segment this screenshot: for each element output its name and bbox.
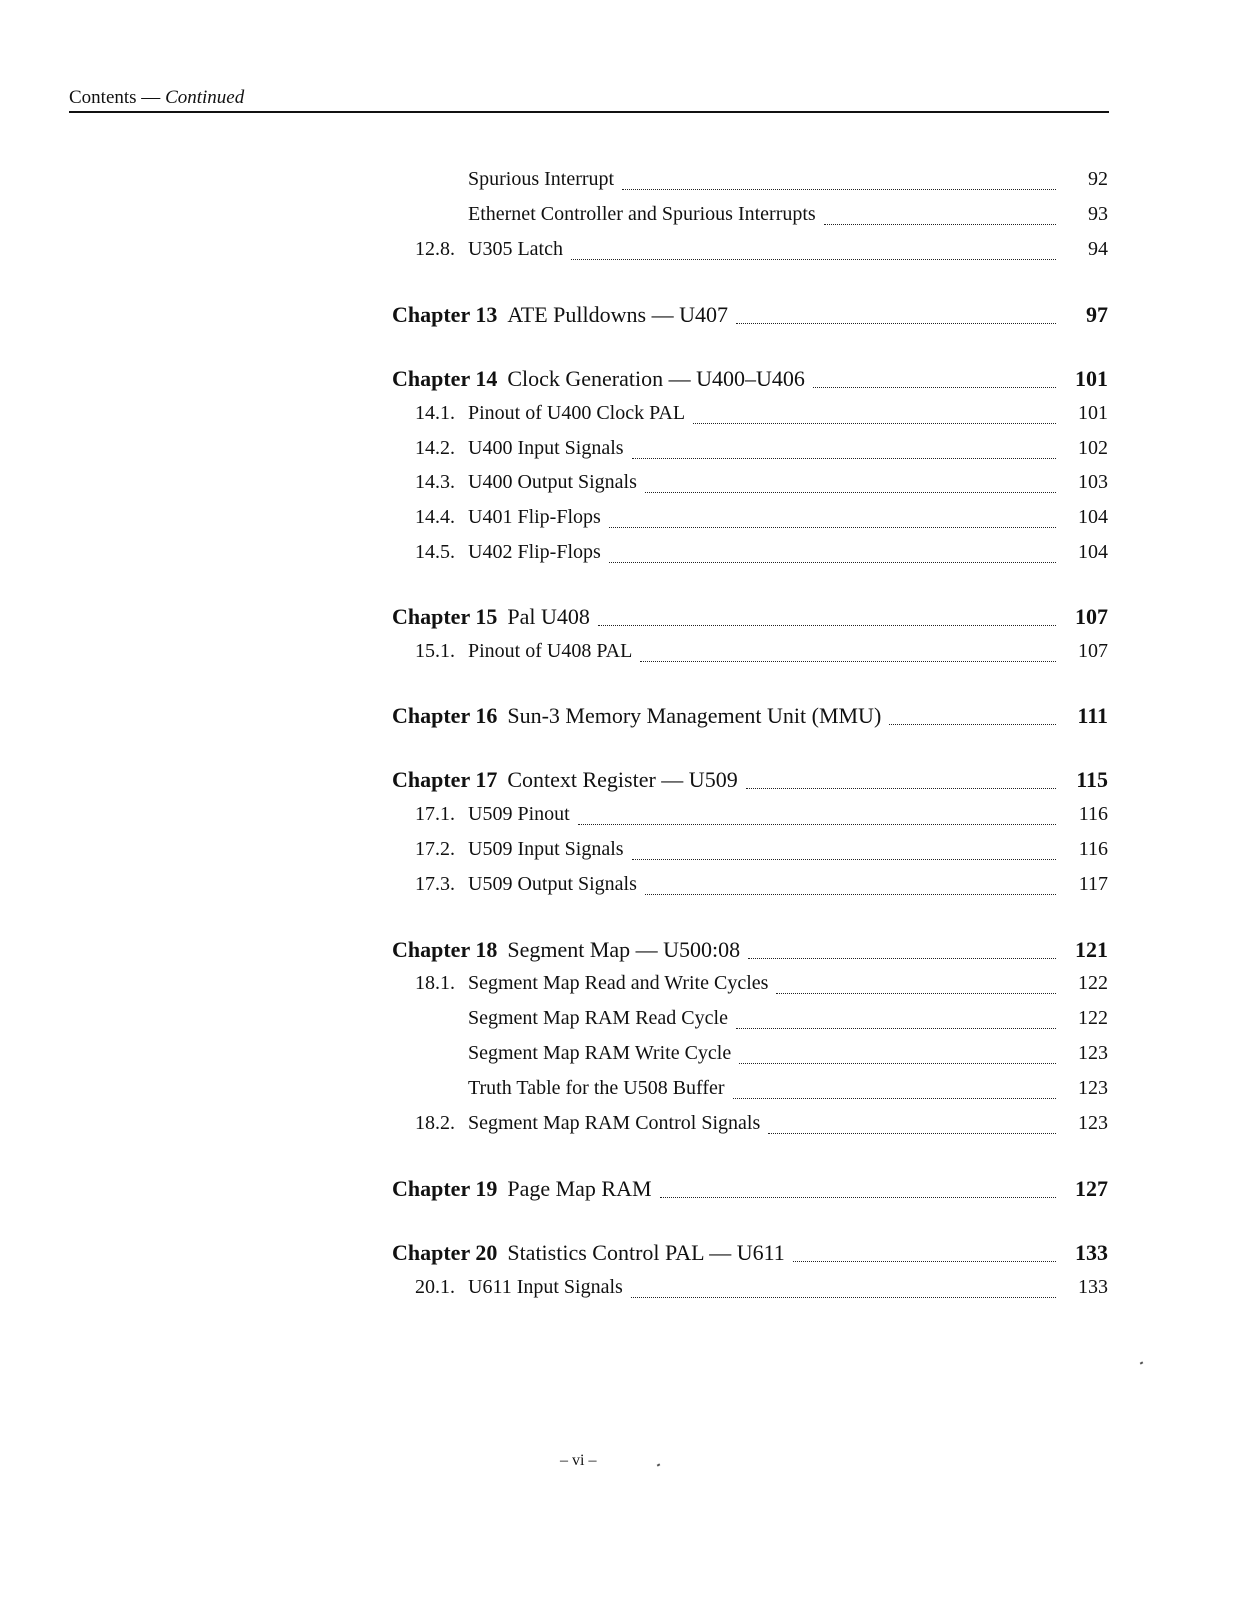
entry-title: U305 Latch	[468, 238, 563, 260]
entry-title: U402 Flip-Flops	[468, 541, 601, 563]
toc-entry	[468, 1077, 1108, 1107]
dot-leader	[776, 992, 1056, 994]
dot-leader	[746, 787, 1056, 789]
dot-leader	[622, 188, 1056, 190]
entry-title: Page Map RAM	[507, 1176, 652, 1201]
toc-entry	[415, 972, 1108, 1002]
page-number-ref: 133	[1078, 1276, 1108, 1298]
chapter-number: Chapter 14	[392, 366, 498, 391]
chapter-number: Chapter 15	[392, 604, 498, 629]
toc-entry	[415, 238, 1108, 268]
page-number-ref: 93	[1088, 203, 1108, 225]
entry-title: Segment Map RAM Write Cycle	[468, 1042, 732, 1064]
toc-entry	[415, 437, 1108, 467]
dot-leader	[660, 1196, 1056, 1198]
page-number-ref: 104	[1078, 506, 1108, 528]
section-number: 12.8.	[415, 238, 455, 260]
page-number-ref: 104	[1078, 541, 1108, 563]
toc-entry	[415, 506, 1108, 536]
page-number-ref: 116	[1078, 803, 1108, 825]
toc-chapter-entry	[392, 302, 1108, 332]
dot-leader	[889, 723, 1056, 725]
chapter-number: Chapter 20	[392, 1240, 498, 1265]
header-prefix: Contents —	[69, 87, 166, 108]
running-header-text	[69, 87, 244, 109]
dot-leader	[736, 1027, 1056, 1029]
chapter-number: Chapter 19	[392, 1176, 498, 1201]
page-number: – vi –	[560, 1452, 597, 1469]
page-number-ref: 117	[1078, 873, 1108, 895]
dot-leader	[748, 957, 1056, 959]
toc-chapter-entry	[392, 1240, 1108, 1270]
entry-title: U401 Flip-Flops	[468, 506, 601, 528]
dot-leader	[693, 422, 1056, 424]
entry-title: U509 Output Signals	[468, 873, 637, 895]
toc-chapter-entry	[392, 1176, 1108, 1206]
toc-entry	[415, 838, 1108, 868]
section-number: 14.4.	[415, 506, 455, 528]
page-number-ref: 115	[1076, 767, 1108, 792]
page-number-ref: 123	[1078, 1077, 1108, 1099]
dot-leader	[813, 386, 1056, 388]
toc-entry	[415, 640, 1108, 670]
chapter-number: Chapter 17	[392, 767, 498, 792]
entry-title: Ethernet Controller and Spurious Interrupts	[468, 203, 816, 225]
dot-leader	[739, 1062, 1056, 1064]
dot-leader	[609, 526, 1056, 528]
entry-title: Sun-3 Memory Management Unit (MMU)	[507, 703, 882, 728]
toc-entry	[415, 1276, 1108, 1306]
entry-title: U400 Input Signals	[468, 437, 624, 459]
page-number-ref: 123	[1078, 1112, 1108, 1134]
dot-leader	[632, 457, 1056, 459]
entry-title: U509 Input Signals	[468, 838, 624, 860]
toc-entry	[415, 471, 1108, 501]
dot-leader	[824, 223, 1056, 225]
toc-chapter-entry	[392, 767, 1108, 797]
page-number-ref: 116	[1078, 838, 1108, 860]
page-number-ref: 92	[1088, 168, 1108, 190]
page-number-ref: 111	[1077, 703, 1108, 728]
dot-leader	[571, 258, 1056, 260]
entry-title: Spurious Interrupt	[468, 168, 615, 190]
section-number: 14.2.	[415, 437, 455, 459]
dot-leader	[645, 893, 1056, 895]
toc-entry	[415, 541, 1108, 571]
entry-title: Pinout of U400 Clock PAL	[468, 402, 686, 424]
page-number-ref: 107	[1078, 640, 1108, 662]
page-number-ref: 94	[1088, 238, 1108, 260]
chapter-number: Chapter 16	[392, 703, 498, 728]
chapter-number: Chapter 18	[392, 937, 498, 962]
page-number-ref: 101	[1078, 402, 1108, 424]
entry-title: Segment Map Read and Write Cycles	[468, 972, 769, 994]
page-number-ref: 133	[1075, 1240, 1108, 1265]
dot-leader	[640, 660, 1056, 662]
section-number: 20.1.	[415, 1276, 455, 1298]
entry-title: Clock Generation — U400–U406	[507, 366, 805, 391]
speck-mark	[657, 1463, 661, 1466]
page-number-ref: 107	[1075, 604, 1108, 629]
entry-title: Segment Map — U500:08	[507, 937, 741, 962]
section-number: 18.2.	[415, 1112, 455, 1134]
dot-leader	[793, 1260, 1056, 1262]
entry-title: U400 Output Signals	[468, 471, 637, 493]
page-number-ref: 123	[1078, 1042, 1108, 1064]
toc-entry	[468, 203, 1108, 233]
header-continued: Continued	[165, 87, 245, 108]
section-number: 17.2.	[415, 838, 455, 860]
page-number-ref: 97	[1086, 302, 1108, 327]
section-number: 18.1.	[415, 972, 455, 994]
toc-entry	[415, 1112, 1108, 1142]
section-number: 14.1.	[415, 402, 455, 424]
dot-leader	[632, 858, 1056, 860]
entry-title: Segment Map RAM Read Cycle	[468, 1007, 728, 1029]
dot-leader	[645, 491, 1056, 493]
entry-title: Pinout of U408 PAL	[468, 640, 633, 662]
section-number: 15.1.	[415, 640, 455, 662]
page-number-ref: 121	[1075, 937, 1108, 962]
entry-title: Pal U408	[507, 604, 590, 629]
dot-leader	[598, 624, 1056, 626]
section-number: 14.5.	[415, 541, 455, 563]
entry-title: U611 Input Signals	[468, 1276, 623, 1298]
entry-title: Statistics Control PAL — U611	[507, 1240, 785, 1265]
toc-entry	[468, 168, 1108, 198]
dot-leader	[609, 561, 1056, 563]
toc-chapter-entry	[392, 937, 1108, 967]
page-number-ref: 127	[1075, 1176, 1108, 1201]
entry-title: U509 Pinout	[468, 803, 570, 825]
dot-leader	[578, 823, 1056, 825]
toc-entry	[415, 402, 1108, 432]
dot-leader	[631, 1296, 1056, 1298]
entry-title: Context Register — U509	[507, 767, 738, 792]
section-number: 17.1.	[415, 803, 455, 825]
page-number-ref: 122	[1078, 1007, 1108, 1029]
toc-entry	[415, 873, 1108, 903]
section-number: 17.3.	[415, 873, 455, 895]
entry-title: Segment Map RAM Control Signals	[468, 1112, 761, 1134]
toc-chapter-entry	[392, 366, 1108, 396]
speck-mark	[1140, 1361, 1144, 1364]
section-number: 14.3.	[415, 471, 455, 493]
toc-entry	[468, 1042, 1108, 1072]
running-header	[69, 85, 1109, 113]
toc-entry	[415, 803, 1108, 833]
page-number-ref: 103	[1078, 471, 1108, 493]
chapter-number: Chapter 13	[392, 302, 498, 327]
page-number-ref: 102	[1078, 437, 1108, 459]
dot-leader	[733, 1097, 1056, 1099]
dot-leader	[768, 1132, 1056, 1134]
entry-title: Truth Table for the U508 Buffer	[468, 1077, 725, 1099]
entry-title: ATE Pulldowns — U407	[507, 302, 728, 327]
page-number-ref: 122	[1078, 972, 1108, 994]
dot-leader	[736, 322, 1056, 324]
toc-chapter-entry	[392, 703, 1108, 733]
page-number-ref: 101	[1075, 366, 1108, 391]
toc-chapter-entry	[392, 604, 1108, 634]
toc-entry	[468, 1007, 1108, 1037]
